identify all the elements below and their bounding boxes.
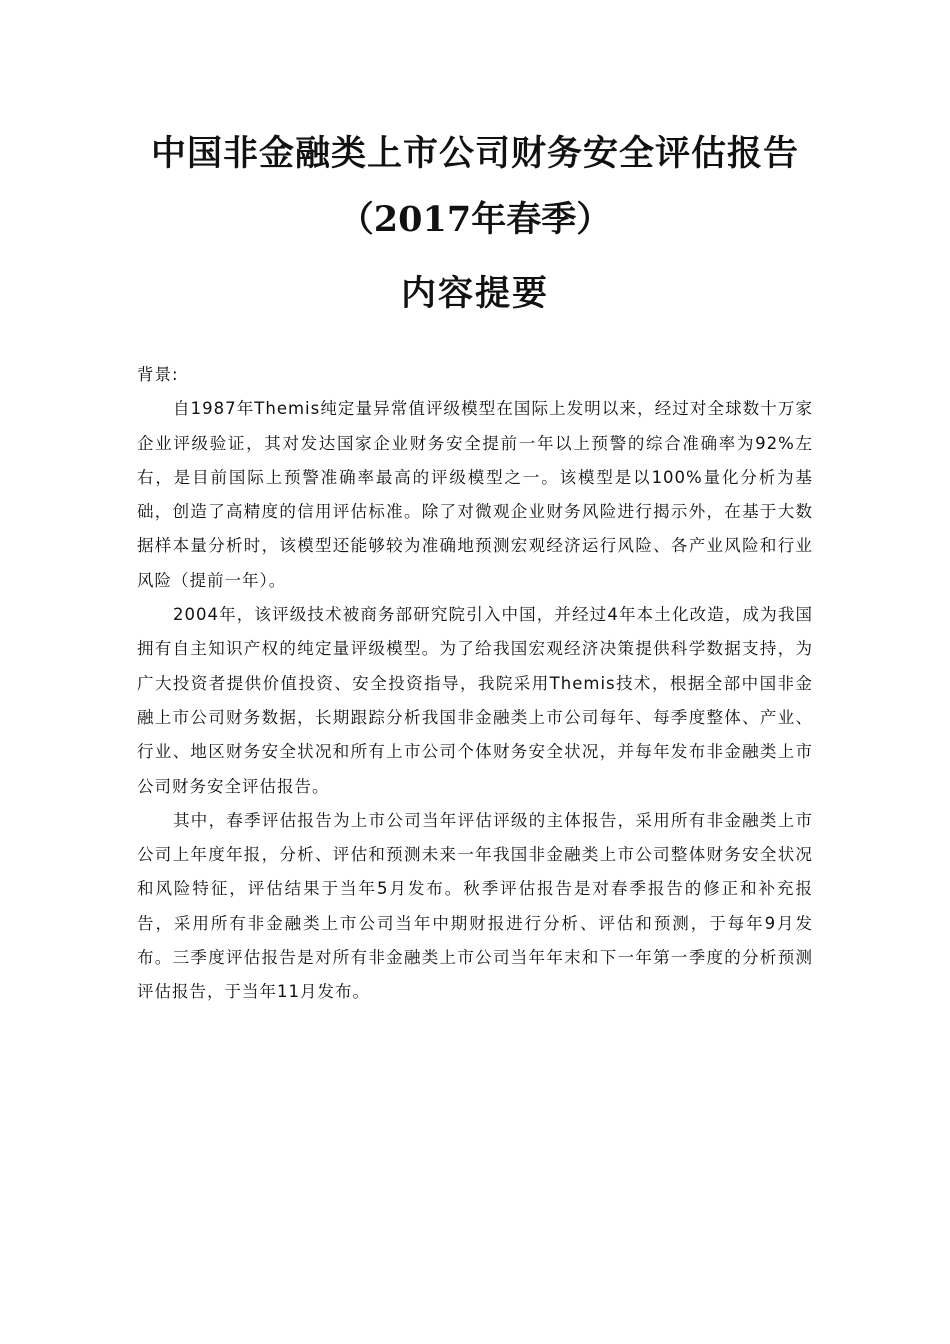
document-body	[137, 358, 813, 1010]
report-subtitle: （2017年春季）	[338, 199, 612, 240]
paragraph-2: 2004年，该评级技术被商务部研究院引入中国，并经过4年本土化改造，成为我国拥有自主知识产权的纯定量评级模型。为了给我国宏观经济决策提供科学数据支持，为广大投资者提供价值投资、安全投资指导，我院采用Themis技术，根据全部中国非金融上市公司财务数据，长期跟踪分析我国非金融类上市公司每年、每季度整体、产业、行业、地区财务安全状况和所有上市公司个体财务安全状况，并每年发布非金融类上市公司财务安全评估报告。	[137, 605, 813, 796]
section-heading: 内容提要	[400, 273, 549, 314]
paragraph-1: 自1987年Themis纯定量异常值评级模型在国际上发明以来，经过对全球数十万家企业评级验证，其对发达国家企业财务安全提前一年以上预警的综合准确率为92%左右，是目前国际上预警准确率最高的评级模型之一。该模型是以100%量化分析为基础，创造了高精度的信用评估标准。除了对微观企业财务风险进行揭示外，在基于大数据样本量分析时，该模型还能够较为准确地预测宏观经济运行风险、各产业风险和行业风险（提前一年）。	[137, 399, 813, 590]
report-title: 中国非金融类上市公司财务安全评估报告	[150, 133, 799, 174]
paragraph-3: 其中，春季评估报告为上市公司当年评估评级的主体报告，采用所有非金融类上市公司上年度年报，分析、评估和预测未来一年我国非金融类上市公司整体财务安全状况和风险特征，评估结果于当年5月发布。秋季评估报告是对春季报告的修正和补充报告，采用所有非金融类上市公司当年中期财报进行分析、评估和预测，于每年9月发布。三季度评估报告是对所有非金融类上市公司当年年末和下一年第一季度的分析预测评估报告，于当年11月发布。	[137, 810, 813, 1002]
background-label: 背景:	[137, 365, 179, 384]
